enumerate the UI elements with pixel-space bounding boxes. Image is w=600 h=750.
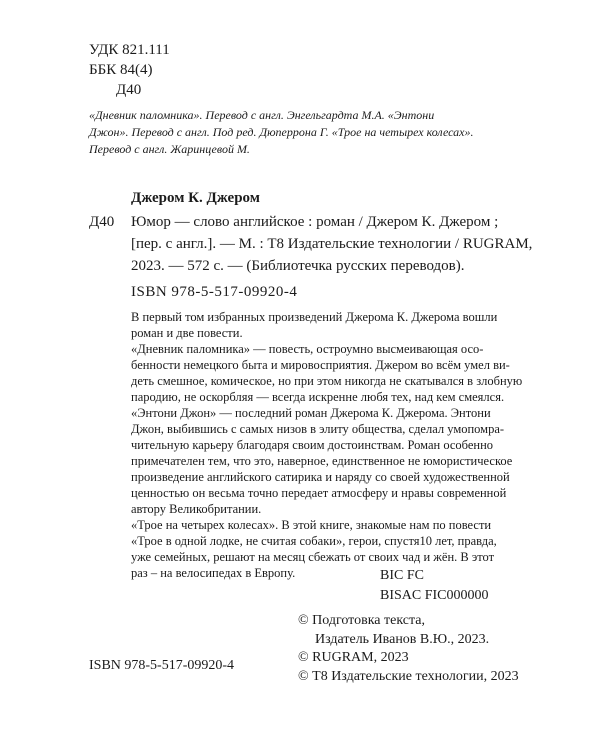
annotation-line: чительную карьеру благодаря своим достоинствам. Роман особенно — [131, 438, 494, 452]
copyright-block — [298, 612, 519, 686]
udk-code: УДК 821.111 — [89, 42, 170, 58]
annotation-line: «Трое в одной лодке, не считая собаки», герои, спустя10 лет, правда, — [131, 534, 497, 548]
credits-line: Джон». Перевод с англ. Под ред. Дюперрона Г. «Трое на четырех колесах». — [89, 125, 474, 139]
bic-code: BIC FC — [380, 568, 424, 583]
author-sign: Д40 — [89, 214, 115, 230]
author-mark: Д40 — [116, 82, 142, 98]
translation-credits — [89, 107, 559, 158]
annotation-line: «Трое на четырех колесах». В этой книге, знакомые нам по повести — [131, 518, 492, 532]
biblio-line: [пер. с англ.]. — М. : Т8 Издательские технологии / RUGRAM, — [131, 236, 533, 252]
annotation-line: ценностью он весьма точно передает атмосферу и нравы современной — [131, 486, 507, 500]
credits-line: «Дневник паломника». Перевод с англ. Энгельгардта М.А. «Энтони — [89, 108, 435, 122]
author-heading: Джером К. Джером — [131, 190, 260, 206]
bbk-code: ББК 84(4) — [89, 62, 153, 78]
annotation-line: «Энтони Джон» — последний роман Джерома К. Джерома. Энтони — [131, 406, 491, 420]
annotation-line: деть смешное, комическое, но при этом никогда не скатывался в злобную — [131, 374, 523, 388]
bisac-code: BISAC FIC000000 — [380, 588, 489, 603]
credits-line: Перевод с англ. Жаринцевой М. — [89, 142, 250, 156]
annotation-line: произведение английского сатирика и наряду со своей художественной — [131, 470, 510, 484]
annotation-line: В первый том избранных произведений Джерома К. Джерома вошли — [131, 310, 498, 324]
biblio-line: Юмор — слово английское : роман / Джером К. Джером ; — [131, 214, 499, 230]
annotation-line: автору Великобритании. — [131, 502, 262, 516]
annotation-line: бенности немецкого быта и мировосприятия. Джером во всём умел ви- — [131, 358, 510, 372]
annotation-line: уже семейных, решают на месяц сбежать от своих чад и жён. В этот — [131, 550, 495, 564]
annotation-line: пародию, не оскорбляя — всегда искренне любя тех, над кем смеялся. — [131, 390, 505, 404]
isbn-record: ISBN 978-5-517-09920-4 — [131, 284, 298, 300]
annotation — [131, 309, 561, 581]
annotation-line: «Дневник паломника» — повесть, остроумно высмеивающая осо- — [131, 342, 484, 356]
annotation-line: примечателен тем, что это, наверное, единственное не юмористическое — [131, 454, 513, 468]
annotation-line: Джон, выбившись с самых низов в элиту общества, сделал умопомра- — [131, 422, 505, 436]
annotation-line: роман и две повести. — [131, 326, 243, 340]
copyright-line: Издатель Иванов В.Ю., 2023. — [315, 631, 490, 647]
copyright-line: © RUGRAM, 2023 — [298, 650, 409, 665]
subject-codes — [380, 566, 489, 606]
biblio-line: 2023. — 572 с. — (Библиотечка русских переводов). — [131, 258, 465, 274]
isbn-footer: ISBN 978-5-517-09920-4 — [89, 658, 235, 673]
annotation-line: раз – на велосипедах в Европу. — [131, 566, 296, 580]
copyright-line: © Т8 Издательские технологии, 2023 — [298, 668, 519, 684]
copyright-line: © Подготовка текста, — [298, 613, 426, 628]
bibliographic-record — [131, 211, 561, 277]
classification-block — [89, 40, 170, 100]
